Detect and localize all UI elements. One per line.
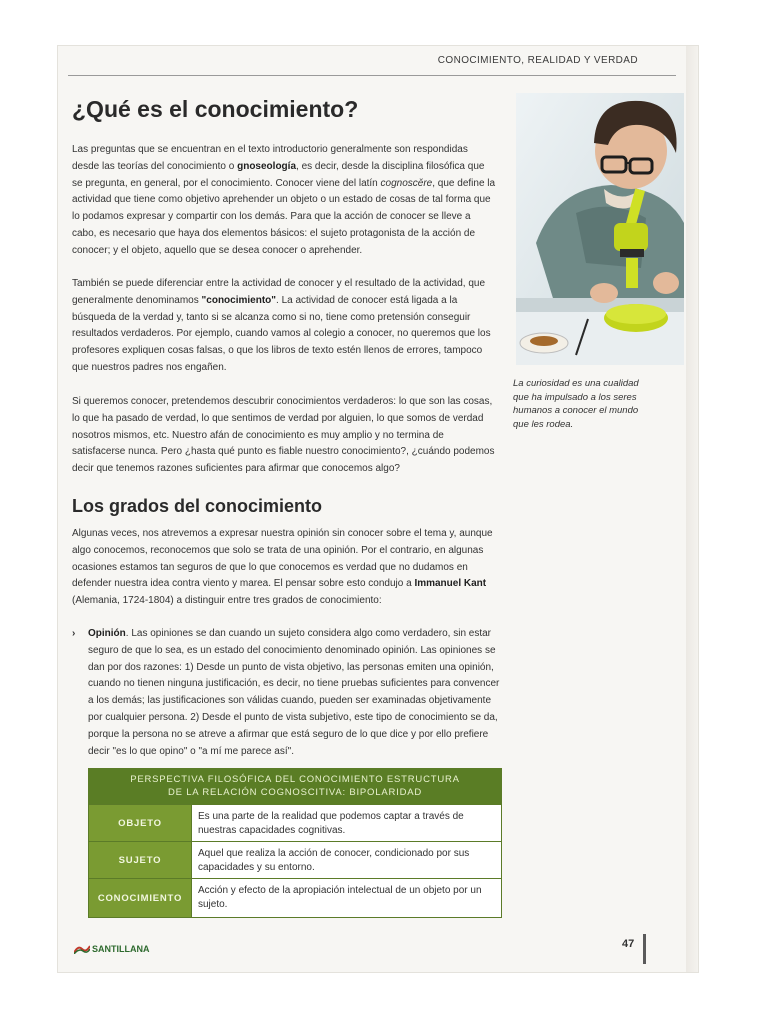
- paragraph-1: Las preguntas que se encuentran en el texto introductorio generalmente son respondidas desde las teorías del conocimiento o gnoseología, es decir, desde la disciplina filosófica que se pregunta, en general, por el conocimiento. Conocer viene del latín cognoscĕre, que define la actividad que tiene como objetivo aprehender un objeto o un estado de cosas de tal forma que lo podamos expresar y compartir con los demás. Para que la acción de conocer se lleve a cabo, es necesario que haya dos elementos básicos: el sujeto protagonista de la acción de conocer; y el objeto, aquello que se desea conocer o aprehender.: [72, 144, 496, 256]
- row-value-sujeto: Aquel que realiza la acción de conocer, condicionado por sus capacidades y su entorno.: [192, 842, 501, 878]
- table-row: [89, 804, 501, 841]
- row-key-objeto: OBJETO: [89, 805, 192, 841]
- term-kant: Immanuel Kant: [414, 578, 487, 590]
- term-conocimiento: "conocimiento": [201, 294, 277, 306]
- term-gnoseologia: gnoseología: [237, 160, 297, 172]
- row-value-conocimiento: Acción y efecto de la apropiación intelectual de un objeto por un sujeto.: [192, 879, 501, 917]
- term-opinion: Opinión: [88, 628, 126, 639]
- header-rule: [68, 75, 676, 76]
- santillana-logo-icon: [74, 945, 90, 954]
- bipolarity-table: [88, 768, 502, 918]
- paragraph-2: También se puede diferenciar entre la actividad de conocer y el resultado de la actividad, que generalmente denominamos "conocimiento". La actividad de conocer está ligada a la búsqueda de la verdad y, tanto si se alcanza como si no, tiene como pretensión conseguir resultados verdaderos. Por ejemplo, cuando vamos al colegio a conocer, no queremos que los profesores expliquen cosas falsas, o que los libros de texto estén llenos de errores, tampoco que nuestros padres nos engañen.: [72, 278, 491, 373]
- table-row: [89, 841, 501, 878]
- paragraph-3: Si queremos conocer, pretendemos descubrir conocimientos verdaderos: lo que son las cosas, lo que ha pasado de verdad, lo que sentimos de verdad por alguien, lo que somos de verdad nosotros mismos, etc. Nuestro afán de conocimiento es muy amplio y no termina de satisfacerse nunca. Pero ¿hasta qué punto es fiable nuestro conocimiento?, ¿cuándo podemos decir que tenemos razones suficientes para afirmar que conocemos algo?: [72, 396, 495, 475]
- page-edge: [686, 46, 698, 972]
- section-title-conocimiento: ¿Qué es el conocimiento?: [72, 96, 359, 122]
- row-key-sujeto: SUJETO: [89, 842, 192, 878]
- row-value-objeto: Es una parte de la realidad que podemos captar a través de nuestras capacidades cognitivas.: [192, 805, 501, 841]
- row-key-conocimiento: CONOCIMIENTO: [89, 879, 192, 917]
- term-cognoscere: cognoscĕre: [380, 177, 433, 189]
- publisher-logo: SANTILLANA: [74, 944, 150, 954]
- page-number: 47: [622, 938, 635, 950]
- table-title: PERSPECTIVA FILOSÓFICA DEL CONOCIMIENTO ESTRUCTURA DE LA RELACIÓN COGNOSCITIVA: BIPOLARIDAD: [89, 769, 501, 804]
- bullet-marker-icon: ›: [72, 628, 76, 639]
- paragraph-4: Algunas veces, nos atrevemos a expresar nuestra opinión sin conocer sobre el tema y, aunque algo conocemos, reconocemos que solo se trata de una opinión. Por el contrario, en algunas ocasiones estamos tan seguros de que lo que conocemos es verdad que no dudamos en defender nuestra idea contra viento y marea. El pensar sobre esto condujo a Immanuel Kant (Alemania, 1724-1804) a distinguir entre tres grados de conocimiento:: [72, 528, 493, 607]
- photo-caption: La curiosidad es una cualidad que ha impulsado a los seres humanos a conocer el mundo que les rodea.: [513, 378, 639, 430]
- section-title-grados: Los grados del conocimiento: [72, 496, 323, 516]
- table-row: [89, 878, 501, 917]
- student-microscope-photo: [516, 93, 684, 365]
- running-header: CONOCIMIENTO, REALIDAD Y VERDAD: [437, 55, 638, 66]
- page-number-bar: [643, 934, 646, 964]
- bullet-opinion: › Opinión. Las opiniones se dan cuando un sujeto considera algo como verdadero, sin estar seguro de que lo sea, es un estado del conocimiento denominado opinión. Las opiniones se dan por dos razones: 1) Desde un punto de vista objetivo, las personas emiten una opinión, cuando no tienen ninguna justificación, es decir, no tiene pruebas suficientes para convencer a los demás; las justificaciones son válidas cuando, pueden ser examinadas objetivamente por cualquier persona. 2) Desde el punto de vista subjetivo, este tipo de conocimiento se da, porque la persona no se atreve a afirmar que está seguro de lo que dice y por ello prefiere decir "es lo que opino" o "a mí me parece así".: [72, 628, 500, 757]
